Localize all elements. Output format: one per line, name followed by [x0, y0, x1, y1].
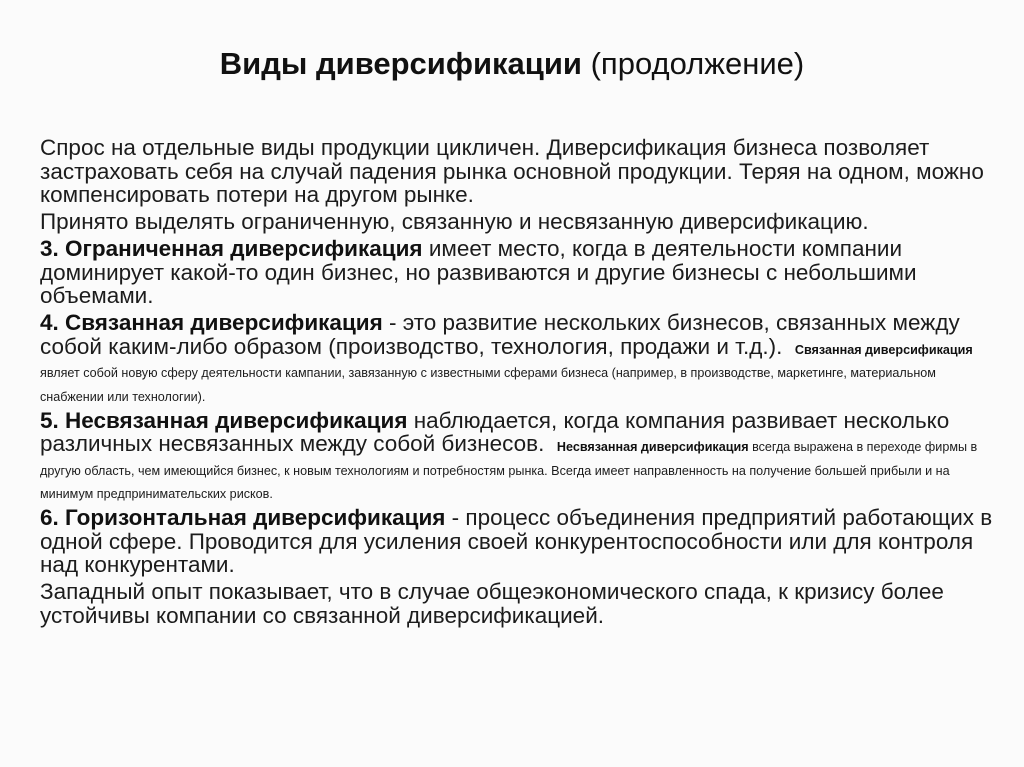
limited-diversification-text: имеет место, когда в деятельности компании доминирует какой-то один бизнес, но развиваются и другие бизнесы с небольшими объемами.: [40, 236, 917, 308]
related-diversification-text: - это развитие нескольких бизнесов, связанных между собой каким-либо образом (производство, технология, продажи и т.д.).: [40, 310, 960, 359]
horizontal-diversification-heading: 6. Горизонтальная диверсификация: [40, 505, 446, 530]
limited-diversification-item: [40, 237, 1000, 308]
unrelated-diversification-heading: 5. Несвязанная диверсификация: [40, 407, 408, 433]
related-diversification-heading: 4. Связанная диверсификация: [40, 310, 383, 335]
western-experience-paragraph: Западный опыт показывает, что в случае общеэкономического спада, к кризису более устойчивы компании со связанной диверсификацией.: [40, 579, 944, 628]
title-main: Виды диверсификации: [219, 46, 582, 81]
intro-paragraph: Спрос на отдельные виды продукции цикличен. Диверсификация бизнеса позволяет застраховать себя на случай падения рынка основной продукции. Теряя на одном, можно компенсировать потери на другом рынке.: [40, 135, 984, 207]
horizontal-diversification-text: - процесс объединения предприятий работающих в одной сфере. Проводится для усиления своей конкурентоспособности или для контроля над конкурентами.: [40, 505, 993, 577]
types-paragraph: Принято выделять ограниченную, связанную и несвязанную диверсификацию.: [40, 209, 869, 234]
related-note-text: являет собой новую сферу деятельности кампании, завязанную с известными сферами бизнеса (например, в производстве, маркетинге, материальном снабжении или технологии).: [40, 366, 936, 404]
unrelated-note-text: всегда выражена в переходе фирмы в другую область, чем имеющийся бизнес, к новым технологиям и потребностям рынка. Всегда имеет направленность на получение большей прибыли и на минимум предпринимательских рисков.: [40, 440, 978, 501]
slide-title: [0, 44, 1024, 84]
unrelated-diversification-item: [40, 409, 1000, 503]
title-suffix: (продолжение): [590, 46, 805, 81]
unrelated-note-heading: Несвязанная диверсификация: [556, 440, 749, 454]
unrelated-diversification-text: наблюдается, когда компания развивает несколько различных несвязанных между собой бизнесов.: [40, 407, 950, 456]
related-note-heading: Связанная диверсификация: [794, 342, 973, 357]
horizontal-diversification-item: [40, 506, 1000, 577]
related-diversification-item: [40, 311, 1000, 405]
slide-body: [40, 136, 1000, 631]
limited-diversification-heading: 3. Ограниченная диверсификация: [40, 236, 423, 261]
